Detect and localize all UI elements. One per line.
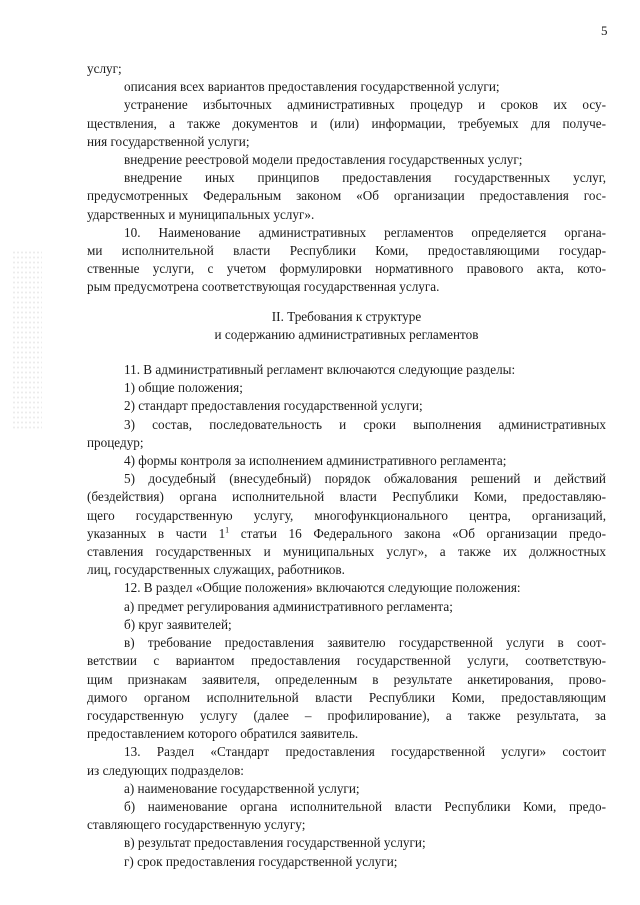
text-line: внедрение иных принципов предоставления государственных услуг, (124, 170, 606, 186)
text-line: щего государственную услугу, многофункционального центра, организаций, (87, 507, 606, 523)
text-line: димого органом исполнительной власти Республики Коми, предоставляющим (87, 689, 606, 705)
text-line (87, 525, 606, 543)
text-line: ществления, а также документов и (или) информации, требуемых для получе- (87, 115, 606, 131)
text-line: ударственных и муниципальных услуг». (87, 206, 315, 222)
text-line: государственную услугу (далее – профилирование), а также результата, за (87, 707, 606, 723)
text-line: 3) состав, последовательность и сроки выполнения административных (124, 416, 606, 432)
text-line: лиц, государственных служащих, работников. (87, 562, 345, 578)
text-line: ветствии с вариантом предоставления государственной услуги, соответствую- (87, 653, 606, 669)
text-line: 11. В административный регламент включаются следующие разделы: (124, 362, 516, 378)
text-line: описания всех вариантов предоставления государственной услуги; (124, 79, 500, 95)
section-heading: и содержанию административных регламентов (214, 326, 479, 342)
text-line: в) результат предоставления государственной услуги; (124, 835, 426, 851)
text-line: предусмотренных Федеральным законом «Об организации предоставления гос- (87, 188, 606, 204)
text-line: 4) формы контроля за исполнением административного регламента; (124, 453, 507, 469)
superscript: 1 (225, 525, 230, 535)
scan-artifact (12, 250, 42, 430)
text-line: а) наименование государственной услуги; (124, 780, 360, 796)
text-line: устранение избыточных административных процедур и сроков их осу- (124, 97, 606, 113)
text-line: внедрение реестровой модели предоставления государственных услуг; (124, 152, 523, 168)
section-heading: II. Требования к структуре (271, 308, 422, 324)
text-line: 10. Наименование административных регламентов определяется органа- (124, 224, 606, 240)
text-line: ния государственной услуги; (87, 133, 250, 149)
text-line: рым предусмотрена соответствующая государственная услуга. (87, 279, 440, 295)
text-line: предоставлением которого обратился заявитель. (87, 726, 359, 742)
text-line: услуг; (87, 61, 122, 76)
text-line: г) срок предоставления государственной услуги; (124, 853, 398, 869)
text-line: ственные услуги, с учетом формулировки нормативного правового акта, кото- (87, 261, 606, 277)
text-line: 12. В раздел «Общие положения» включаются следующие положения: (124, 580, 521, 596)
text-line: а) предмет регулирования административного регламента; (124, 598, 453, 614)
text-line: щим признакам заявителя, определенным в результате анкетирования, прово- (87, 671, 606, 687)
text-line: в) требование предоставления заявителю государственной услуги в соот- (124, 635, 606, 651)
document-body (87, 60, 606, 871)
text-line: б) наименование органа исполнительной власти Республики Коми, предо- (124, 798, 606, 814)
text-fragment: указанных в части 1 (87, 525, 226, 541)
text-line: 13. Раздел «Стандарт предоставления государственной услуги» состоит (124, 744, 606, 760)
text-line: ставления государственных и муниципальных услуг», а также их должностных (87, 544, 606, 560)
page-number: 5 (601, 23, 608, 38)
text-line: 5) досудебный (внесудебный) порядок обжалования решений и действий (124, 471, 606, 487)
text-line: (бездействия) органа исполнительной власти Республики Коми, предоставляю- (87, 489, 606, 505)
text-fragment: статьи 16 Федерального закона «Об организации предо- (229, 525, 607, 541)
text-line: ми исполнительной власти Республики Коми, предоставляющими государ- (87, 243, 606, 259)
text-line: из следующих подразделов: (87, 762, 244, 778)
text-line: ставляющего государственную услугу; (87, 817, 306, 833)
text-line: 1) общие положения; (124, 380, 243, 396)
text-line: б) круг заявителей; (124, 616, 232, 632)
text-line: 2) стандарт предоставления государственной услуги; (124, 398, 423, 414)
text-line: процедур; (87, 434, 144, 450)
